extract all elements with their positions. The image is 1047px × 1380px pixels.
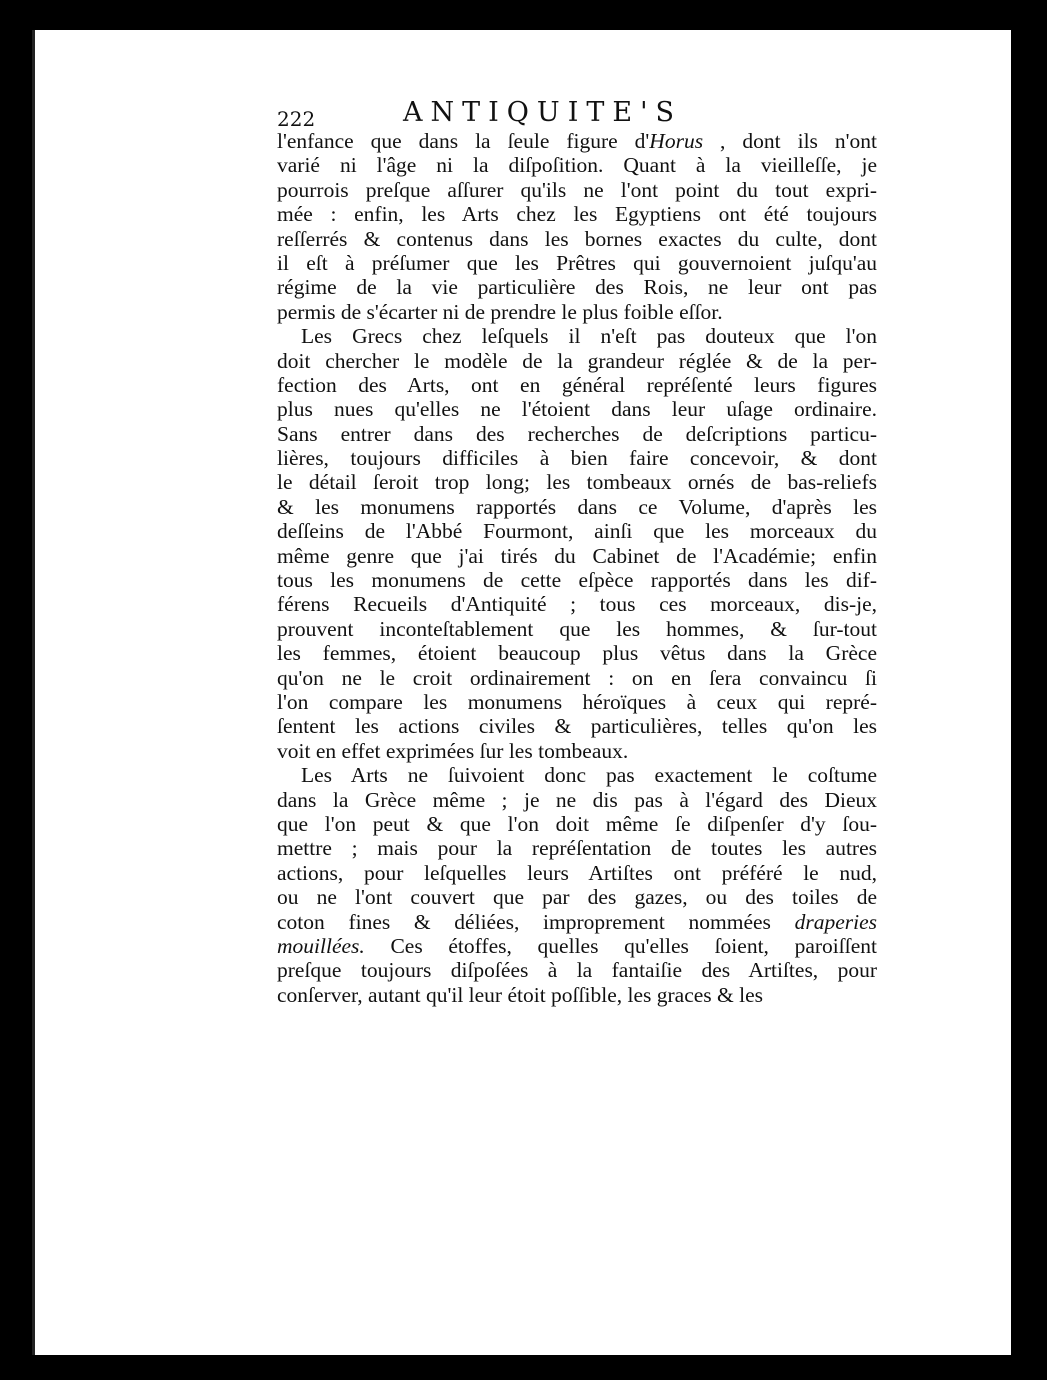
- text-run: férens Recueils d'Antiquité ; tous ces morceaux, dis-je,: [277, 592, 877, 617]
- text-line: [277, 983, 877, 1007]
- text-line: [277, 129, 877, 153]
- text-line: [277, 275, 877, 299]
- text-line: [277, 544, 877, 568]
- text-line: [277, 446, 877, 470]
- text-run: doit chercher le modèle de la grandeur réglée & de la per-: [277, 348, 877, 373]
- text-line: [277, 397, 877, 421]
- text-run: ſentent les actions civiles & particulières, telles qu'on les: [277, 714, 877, 739]
- text-line: [277, 349, 877, 373]
- text-line: [277, 958, 877, 982]
- text-run: Sans entrer dans des recherches de deſcriptions particu-: [277, 421, 877, 446]
- text-line: [277, 641, 877, 665]
- text-line: [277, 714, 877, 738]
- text-run: Les Grecs chez leſquels il n'eſt pas douteux que l'on: [301, 324, 877, 349]
- text-line: [277, 251, 877, 275]
- text-line: [277, 153, 877, 177]
- body-text: [277, 129, 877, 1007]
- text-run: reſſerrés & contenus dans les bornes exactes du culte, dont: [277, 226, 877, 251]
- text-run: pourrois preſque aſſurer qu'ils ne l'ont point du tout expri-: [277, 177, 877, 202]
- text-line: [277, 666, 877, 690]
- text-run: ou ne l'ont couvert que par des gazes, ou des toiles de: [277, 885, 877, 910]
- text-line: [277, 422, 877, 446]
- text-line: [277, 568, 877, 592]
- text-line: [277, 495, 877, 519]
- text-line: [277, 739, 877, 763]
- italic-text-run: mouillées.: [277, 933, 365, 958]
- text-run: fection des Arts, ont en général repréſenté leurs figures: [277, 372, 877, 397]
- text-run: voit en effet exprimées ſur les tombeaux.: [277, 738, 629, 763]
- text-line: [277, 885, 877, 909]
- text-line: [277, 910, 877, 934]
- text-run: preſque toujours diſpoſées à la fantaiſie des Artiſtes, pour: [277, 958, 877, 983]
- text-run: & les monumens rapportés dans ce Volume, d'après les: [277, 494, 877, 519]
- text-line: [277, 617, 877, 641]
- text-line: [277, 373, 877, 397]
- text-run: Ces étoffes, quelles qu'elles ſoient, paroiſſent: [364, 933, 877, 958]
- text-line: [277, 178, 877, 202]
- text-run: lières, toujours difficiles à bien faire concevoir, & dont: [277, 446, 877, 471]
- text-run: l'on compare les monumens héroïques à ceux qui repré-: [277, 689, 877, 714]
- page-number: 222: [277, 107, 316, 131]
- text-run: mée : enfin, les Arts chez les Egyptiens ont été toujours: [277, 202, 877, 227]
- text-run: varié ni l'âge ni la diſpoſition. Quant à la vieilleſſe, je: [277, 153, 877, 178]
- text-run: le détail ſeroit trop long; les tombeaux ornés de bas-reliefs: [277, 470, 877, 495]
- text-run: mettre ; mais pour la repréſentation de toutes les autres: [277, 836, 877, 861]
- text-run: prouvent inconteſtablement que les hommes, & ſur-tout: [277, 616, 877, 641]
- text-line: [277, 934, 877, 958]
- text-run: même genre que j'ai tirés du Cabinet de l'Académie; enfin: [277, 543, 877, 568]
- text-line: [277, 690, 877, 714]
- paragraph: [277, 324, 877, 763]
- text-line: [277, 227, 877, 251]
- text-run: deſſeins de l'Abbé Fourmont, ainſi que les morceaux du: [277, 519, 877, 544]
- text-run: Les Arts ne ſuivoient donc pas exactement le coſtume: [301, 763, 877, 788]
- paragraph: [277, 763, 877, 1007]
- text-line: [277, 470, 877, 494]
- text-run: permis de s'écarter ni de prendre le plus foible eſſor.: [277, 299, 723, 324]
- text-line: [277, 592, 877, 616]
- text-run: dans la Grèce même ; je ne dis pas à l'égard des Dieux: [277, 787, 877, 812]
- text-run: plus nues qu'elles ne l'étoient dans leur uſage ordinaire.: [277, 397, 877, 422]
- italic-text-run: draperies: [794, 909, 877, 934]
- text-run: coton fines & déliées, improprement nommées: [277, 909, 795, 934]
- text-line: [277, 812, 877, 836]
- italic-text-run: Horus: [649, 129, 704, 153]
- text-line: [277, 836, 877, 860]
- text-run: régime de la vie particulière des Rois, ne leur ont pas: [277, 275, 877, 300]
- text-line: [277, 202, 877, 226]
- text-run: , dont ils n'ont: [703, 129, 878, 153]
- text-line: [277, 324, 877, 348]
- text-line: [277, 763, 877, 787]
- page-edge: [1011, 30, 1025, 1355]
- text-line: [277, 861, 877, 885]
- text-run: que l'on peut & que l'on doit même ſe diſpenſer d'y ſou-: [277, 811, 877, 836]
- paragraph: [277, 129, 877, 324]
- text-line: [277, 519, 877, 543]
- text-run: les femmes, étoient beaucoup plus vêtus dans la Grèce: [277, 641, 877, 666]
- text-run: conſerver, autant qu'il leur étoit poſſible, les graces & les: [277, 982, 764, 1007]
- text-run: actions, pour leſquelles leurs Artiſtes ont préféré le nud,: [277, 860, 877, 885]
- margin-dot: [1018, 522, 1021, 525]
- text-line: [277, 788, 877, 812]
- text-run: qu'on ne le croit ordinairement : on en ſera convaincu ſi: [277, 665, 877, 690]
- text-run: l'enfance que dans la ſeule figure d': [277, 129, 650, 153]
- running-title: ANTIQUITE'S: [403, 97, 682, 128]
- text-run: il eſt à préſumer que les Prêtres qui gouvernoient juſqu'au: [277, 250, 877, 275]
- text-line: [277, 300, 877, 324]
- text-run: tous les monumens de cette eſpèce rapportés dans les dif-: [277, 568, 877, 593]
